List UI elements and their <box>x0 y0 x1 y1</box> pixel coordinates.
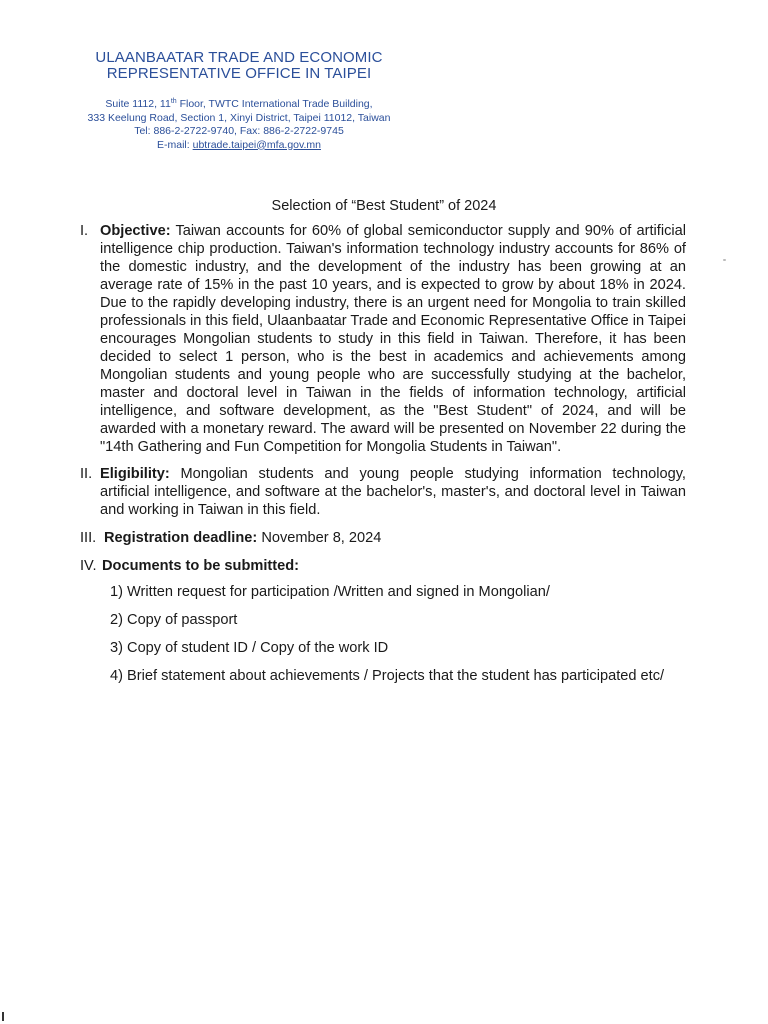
section-text: Mongolian students and young people studying information technology, artificial intelligence, and software at the bachelor's, master's, and doctoral level in Taiwan and working in Taiwan in this field. <box>100 466 686 518</box>
list-item: 2) Copy of passport <box>110 612 238 628</box>
section-number: I. <box>80 223 89 239</box>
address-line-1-start: Suite 1112, 11 <box>105 98 171 110</box>
email-label: E-mail: <box>157 138 193 151</box>
section-objective <box>80 222 686 456</box>
email-link[interactable]: ubtrade.taipei@mfa.gov.mn <box>192 138 321 151</box>
section-label: Registration deadline: <box>104 530 258 546</box>
floor-suffix: th <box>170 98 177 105</box>
list-item: 4) Brief statement about achievements / Projects that the student has participated etc/ <box>110 668 665 684</box>
section-label: Documents to be submitted: <box>102 558 300 574</box>
section-documents <box>80 557 686 575</box>
section-number: IV. <box>80 558 97 574</box>
document-title: Selection of “Best Student” of 2024 <box>271 198 497 214</box>
section-paragraph <box>104 529 686 547</box>
section-eligibility <box>80 465 686 519</box>
section-paragraph <box>102 557 686 575</box>
section-text: Taiwan accounts for 60% of global semiconductor supply and 90% of artificial intelligence chip production. Taiwan's information technology industry accounts for 86% of the domestic industry, and the development of the industry has been growing at an average rate of 15% in the past 10 years, and is expected to grow by about 18% in 2024. Due to the rapidly developing industry, there is an urgent need for Mongolia to train skilled professionals in this field, Ulaanbaatar Trade and Economic Representative Office in Taipei encourages Mongolian students to study in this field in Taiwan. Therefore, it has been decided to select 1 person, who is the best in academics and achievements among Mongolian students and young people who are successfully studying at the bachelor, master and doctoral level in Taiwan in the fields of information technology, artificial intelligence, and software development, as the "Best Student" of 2024, and will be awarded with a monetary reward. The award will be presented on November 22 during the "14th Gathering and Fun Competition for Mongolia Students in Taiwan". <box>100 223 686 455</box>
section-paragraph <box>100 465 686 519</box>
section-text: November 8, 2024 <box>257 530 382 546</box>
address-line-2: 333 Keelung Road, Section 1, Xinyi District, Taipei 11012, Taiwan <box>87 111 391 124</box>
address-line-1-end: Floor, TWTC International Trade Building, <box>176 98 373 110</box>
org-name-line-1: ULAANBAATAR TRADE AND ECONOMIC <box>95 49 383 66</box>
address-line-1 <box>0 98 478 112</box>
address-block <box>0 98 478 152</box>
scan-margin-mark <box>2 1012 4 1021</box>
list-item: 3) Copy of student ID / Copy of the work ID <box>110 640 389 656</box>
email-line <box>0 139 478 153</box>
section-number: III. <box>80 530 97 546</box>
document-body <box>80 222 686 695</box>
section-deadline <box>80 529 686 547</box>
section-paragraph <box>100 222 686 456</box>
org-name-line-2: REPRESENTATIVE OFFICE IN TAIPEI <box>106 65 372 82</box>
letterhead <box>0 50 478 152</box>
section-label: Eligibility: <box>100 466 170 482</box>
tel-fax: Tel: 886-2-2722-9740, Fax: 886-2-2722-9745 <box>134 125 344 137</box>
scan-speck <box>723 259 726 261</box>
list-item: 1) Written request for participation /Written and signed in Mongolian/ <box>110 584 550 600</box>
section-label: Objective: <box>100 223 171 239</box>
documents-list <box>110 583 686 685</box>
section-number: II. <box>80 466 93 482</box>
